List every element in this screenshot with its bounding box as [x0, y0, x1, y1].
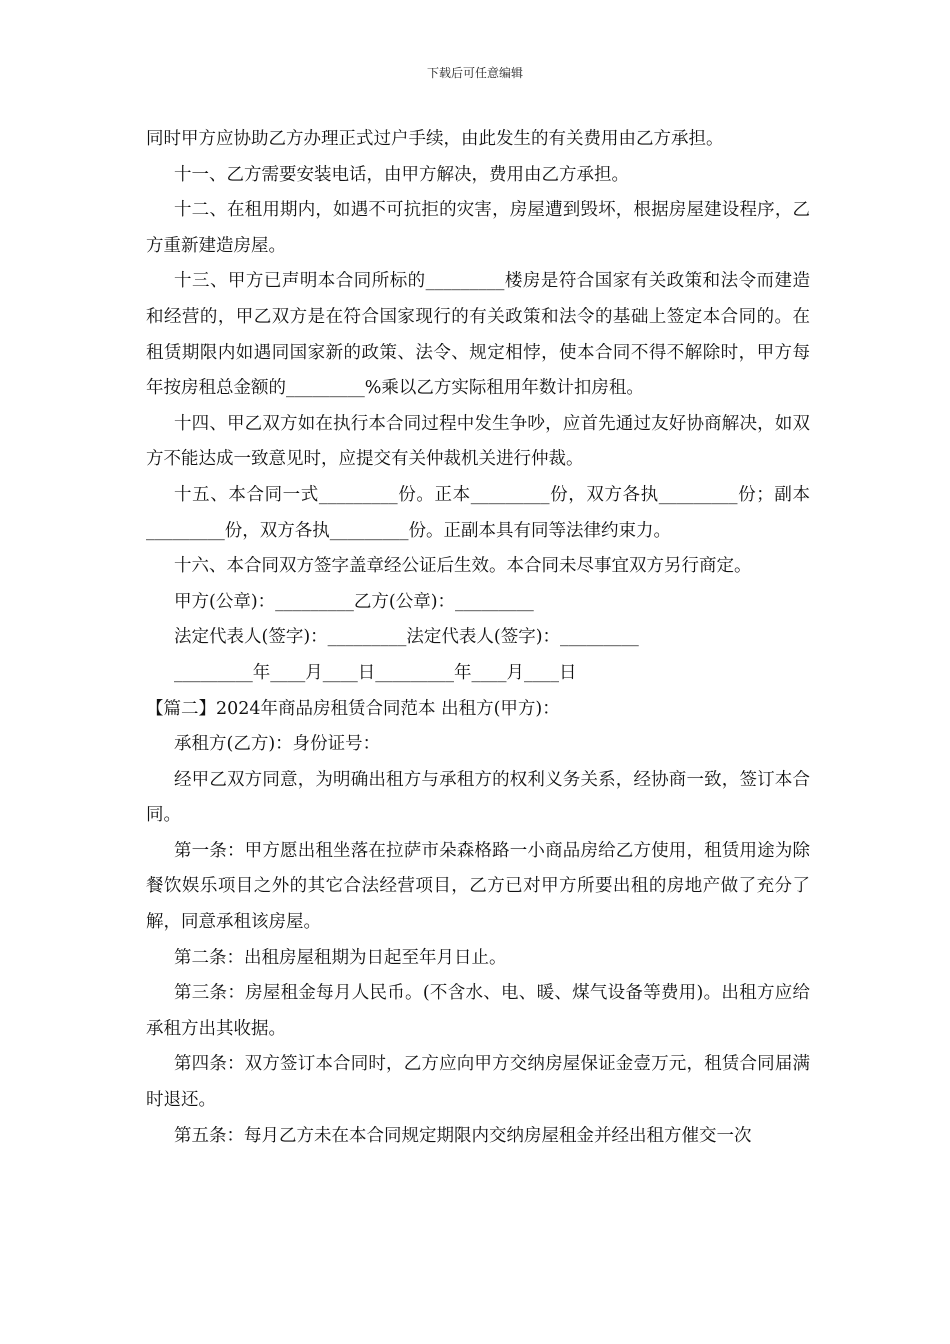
clause-11: 十一、乙方需要安装电话，由甲方解决，费用由乙方承担。 [174, 164, 629, 185]
section-title-part-two: 【篇二】2024年商品房租赁合同范本 出租方(甲方)： [146, 698, 560, 719]
lessee-line: 承租方(乙方)：身份证号： [174, 734, 381, 755]
article-1: 第一条：甲方愿出租坐落在拉萨市朵森格路一小商品房给乙方使用，租赁用途为除餐饮娱乐项目之外的其它合法经营项目，乙方已对甲方所要出租的房地产做了充分了解，同意承租该房屋。 [146, 840, 810, 933]
article-3: 第三条：房屋租金每月人民币。(不含水、电、暖、煤气设备等费用)。出租方应给承租方出其收据。 [146, 983, 810, 1039]
signature-date-line: _________年____月____日_________年____月____日 [174, 662, 577, 683]
clause-15: 十五、本合同一式_________份。正本_________份，双方各执_________份；副本_________份，双方各执_________份。正副本具有同等法律约束力。 [146, 484, 810, 541]
document-body [146, 122, 810, 1154]
clause-12: 十二、在租用期内，如遇不可抗拒的灾害，房屋遭到毁坏，根据房屋建设程序，乙方重新建造房屋。 [146, 200, 810, 256]
article-4: 第四条：双方签订本合同时，乙方应向甲方交纳房屋保证金壹万元，租赁合同届满时退还。 [146, 1054, 810, 1111]
signature-seal-line: 甲方(公章)：_________乙方(公章)：_________ [174, 591, 534, 612]
clause-16: 十六、本合同双方签字盖章经公证后生效。本合同未尽事宜双方另行商定。 [174, 556, 752, 577]
page-header: 下载后可任意编辑 [426, 66, 523, 80]
clause-13: 十三、甲方已声明本合同所标的_________楼房是符合国家有关政策和法令而建造和经营的，甲乙双方是在符合国家现行的有关政策和法令的基础上签定本合同的。在租赁期限内如遇同国家新的政策、法令、规定相悖，使本合同不得不解除时，甲方每年按房租总金额的_________%乘以乙方实际租用年数计扣房租。 [146, 271, 810, 399]
signature-representative-line: 法定代表人(签字)：_________法定代表人(签字)：_________ [174, 627, 639, 648]
preamble: 经甲乙双方同意，为明确出租方与承租方的权利义务关系，经协商一致，签订本合同。 [146, 769, 810, 826]
paragraph-transfer: 同时甲方应协助乙方办理正式过户手续，由此发生的有关费用由乙方承担。 [146, 129, 724, 149]
clause-14: 十四、甲乙双方如在执行本合同过程中发生争吵，应首先通过友好协商解决，如双方不能达成一致意见时，应提交有关仲裁机关进行仲裁。 [146, 413, 810, 470]
article-2: 第二条：出租房屋租期为日起至年月日止。 [174, 947, 507, 968]
article-5: 第五条：每月乙方未在本合同规定期限内交纳房屋租金并经出租方催交一次 [174, 1125, 752, 1146]
